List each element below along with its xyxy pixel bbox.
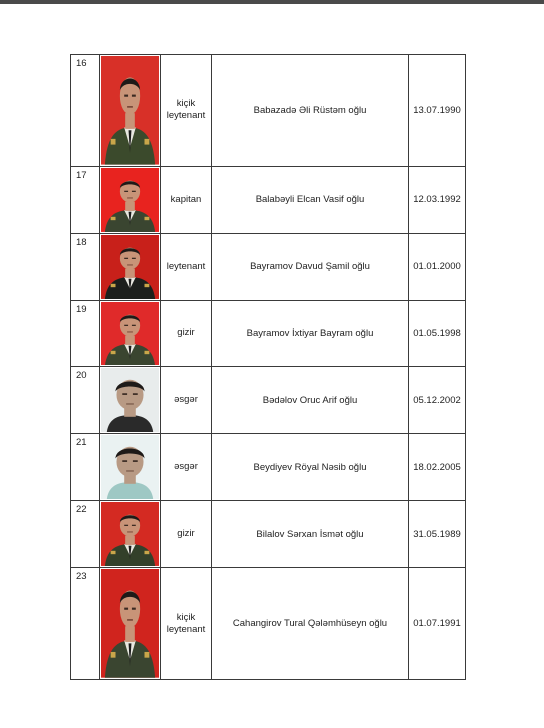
- rank-cell: əsgər: [161, 434, 212, 501]
- birth-date-cell: 01.07.1991: [409, 568, 466, 680]
- rank-cell: kiçik leytenant: [161, 55, 212, 167]
- page-top-border: [0, 0, 544, 4]
- portrait-photo: [101, 569, 159, 678]
- table-row: [71, 501, 466, 568]
- row-number: 22: [71, 501, 100, 568]
- table-row: [71, 434, 466, 501]
- rank-cell: gizir: [161, 501, 212, 568]
- photo-cell: [100, 300, 161, 367]
- photo-cell: [100, 55, 161, 167]
- birth-date-cell: 01.05.1998: [409, 300, 466, 367]
- portrait-photo: [101, 435, 159, 499]
- row-number: 16: [71, 55, 100, 167]
- portrait-photo: [101, 302, 159, 366]
- name-cell: Bədəlov Oruc Arif oğlu: [212, 367, 409, 434]
- table-row: [71, 300, 466, 367]
- portrait-photo: [101, 235, 159, 299]
- table-row: [71, 367, 466, 434]
- row-number: 20: [71, 367, 100, 434]
- photo-cell: [100, 367, 161, 434]
- row-number: 23: [71, 568, 100, 680]
- photo-cell: [100, 166, 161, 233]
- name-cell: Balabəyli Elcan Vasif oğlu: [212, 166, 409, 233]
- portrait-photo: [101, 368, 159, 432]
- rank-cell: leytenant: [161, 233, 212, 300]
- table-row: [71, 166, 466, 233]
- row-number: 21: [71, 434, 100, 501]
- photo-cell: [100, 568, 161, 680]
- row-number: 18: [71, 233, 100, 300]
- portrait-photo: [101, 56, 159, 165]
- rank-cell: gizir: [161, 300, 212, 367]
- name-cell: Babazadə Əli Rüstəm oğlu: [212, 55, 409, 167]
- name-cell: Bilalov Sərxan İsmət oğlu: [212, 501, 409, 568]
- table-row: [71, 233, 466, 300]
- roster-body: [71, 55, 466, 680]
- birth-date-cell: 05.12.2002: [409, 367, 466, 434]
- name-cell: Bayramov Davud Şamil oğlu: [212, 233, 409, 300]
- photo-cell: [100, 233, 161, 300]
- portrait-photo: [101, 168, 159, 232]
- birth-date-cell: 13.07.1990: [409, 55, 466, 167]
- birth-date-cell: 12.03.1992: [409, 166, 466, 233]
- birth-date-cell: 31.05.1989: [409, 501, 466, 568]
- row-number: 17: [71, 166, 100, 233]
- photo-cell: [100, 501, 161, 568]
- rank-cell: kapitan: [161, 166, 212, 233]
- name-cell: Beydiyev Röyal Nəsib oğlu: [212, 434, 409, 501]
- table-row: [71, 568, 466, 680]
- portrait-photo: [101, 502, 159, 566]
- rank-cell: əsgər: [161, 367, 212, 434]
- name-cell: Bayramov İxtiyar Bayram oğlu: [212, 300, 409, 367]
- birth-date-cell: 01.01.2000: [409, 233, 466, 300]
- rank-cell: kiçik leytenant: [161, 568, 212, 680]
- photo-cell: [100, 434, 161, 501]
- roster-table: [70, 54, 466, 680]
- birth-date-cell: 18.02.2005: [409, 434, 466, 501]
- table-row: [71, 55, 466, 167]
- row-number: 19: [71, 300, 100, 367]
- name-cell: Cahangirov Tural Qələmhüseyn oğlu: [212, 568, 409, 680]
